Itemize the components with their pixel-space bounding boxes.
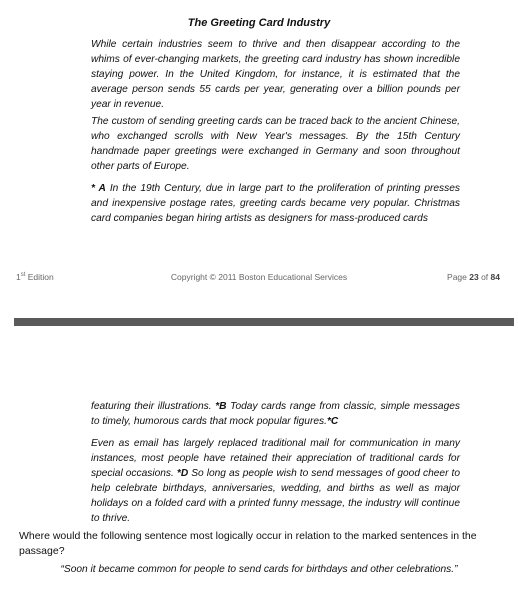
marker-c: *C: [326, 416, 339, 427]
page-divider: [14, 318, 514, 326]
copyright-text: Copyright © 2011 Boston Educational Services: [170, 272, 348, 282]
paragraph-3: [91, 181, 460, 226]
paragraph-5-start: Even as email has largely replaced traditional mail for communication in many instances, most people have retained their appreciation of traditional cards for special occasions.: [91, 438, 460, 479]
page-label: Page: [447, 272, 470, 282]
edition-number: 1: [16, 272, 21, 282]
question-text: Where would the following sentence most logically occur in relation to the marked sentences in the passage?: [19, 530, 477, 557]
page-of: of: [478, 272, 491, 282]
paragraph-4: [91, 399, 460, 429]
paragraph-1: While certain industries seem to thrive and then disappear according to the whims of ever-changing markets, the greeting card industry has shown incredible staying power. In the United Kingdom, for instance, it is estimated that the average person sends 55 cards per year, generating over a billion pounds per year in revenue.: [91, 39, 460, 110]
paragraph-5-end: So long as people wish to send messages of good cheer to help celebrate birthdays, anniversaries, wedding, and births as well as major holidays on a folded card with a printed funny message, the industry will continue to thrive.: [91, 468, 460, 524]
marker-b: *B: [215, 401, 227, 412]
marker-a: * A: [91, 183, 106, 194]
page-current: 23: [469, 272, 479, 282]
page-total: 84: [490, 272, 500, 282]
edition-word: Edition: [25, 272, 54, 282]
paragraph-5: [91, 436, 460, 526]
paragraph-4-start: featuring their illustrations.: [91, 401, 216, 412]
paragraph-4-middle: Today cards range from classic, simple messages to timely, humorous cards that mock popular figures.: [91, 401, 460, 427]
marker-d: *D: [176, 468, 189, 479]
paragraph-2: The custom of sending greeting cards can be traced back to the ancient Chinese, who exchanged scrolls with New Year's messages. By the 15th Century handmade paper greetings were exchanged in Germany and soon throughout other parts of Europe.: [91, 116, 460, 172]
passage-title: The Greeting Card Industry: [187, 17, 331, 29]
paragraph-3-text: In the 19th Century, due in large part to the proliferation of printing presses and inexpensive postage rates, greeting cards became very popular. Christmas card companies began hiring artists as designers for mass-produced cards: [91, 183, 460, 224]
page-number: [447, 272, 500, 282]
quoted-sentence: “Soon it became common for people to send cards for birthdays and other celebrations.”: [60, 564, 458, 575]
edition-sup: st: [20, 272, 26, 279]
